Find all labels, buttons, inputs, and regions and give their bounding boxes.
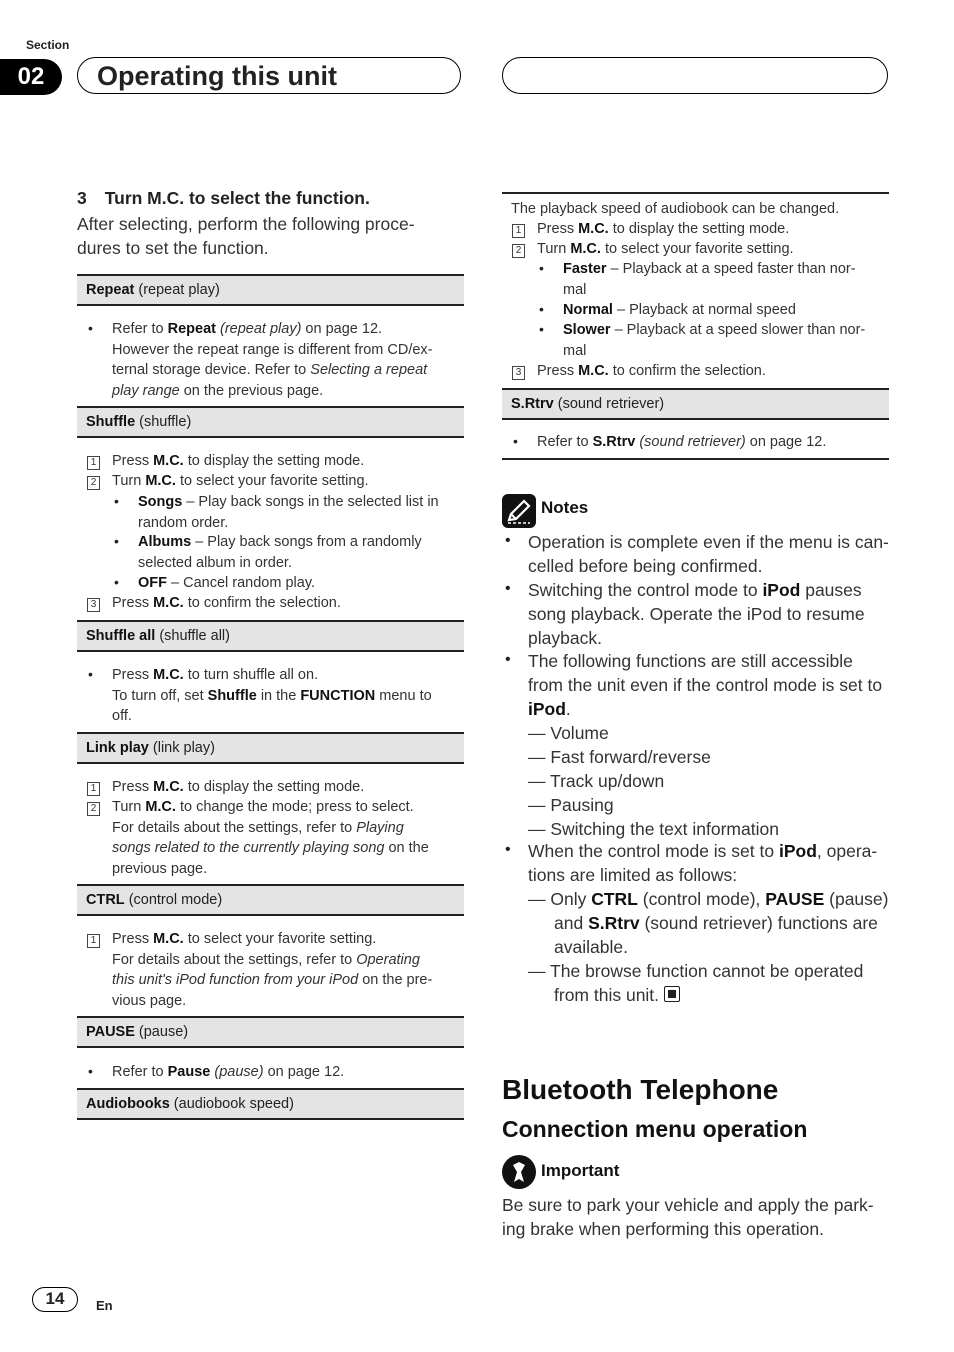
important-icon xyxy=(502,1155,536,1189)
notes-title: Notes xyxy=(541,498,589,517)
bullet-icon: • xyxy=(539,321,544,337)
srtrv-title: S.Rtrv xyxy=(511,396,554,412)
step-heading xyxy=(77,188,370,209)
audiobook-intro: The playback speed of audiobook can be changed. xyxy=(511,201,840,217)
step-number-icon: 3 xyxy=(87,598,100,612)
bullet-icon: • xyxy=(114,533,119,549)
note-1: Operation is complete even if the menu is can- celled before being confirmed. xyxy=(528,532,889,576)
step-intro xyxy=(77,212,415,260)
language-label: En xyxy=(96,1298,113,1313)
bullet-icon: • xyxy=(513,433,518,449)
link-play-header xyxy=(77,732,464,764)
important-title: Important xyxy=(541,1161,620,1180)
pause-title: PAUSE xyxy=(86,1024,135,1040)
ctrl-header xyxy=(77,884,464,916)
shuffle-header xyxy=(77,406,464,438)
text-line: However the repeat range is different from CD/ex- xyxy=(112,341,433,358)
bullet-icon: • xyxy=(505,651,511,668)
srtrv-subtitle: (sound retriever) xyxy=(553,396,665,412)
option-albums: Albums – Play back songs from a randomly selected album in order. xyxy=(138,534,422,571)
bullet-icon: • xyxy=(539,301,544,317)
text-line: play range on the previous page. xyxy=(112,382,324,399)
end-mark-icon xyxy=(664,986,680,1002)
audio-step-1: Press M.C. to display the setting mode. xyxy=(537,221,790,237)
audio-step-3: Press M.C. to confirm the selection. xyxy=(537,363,766,379)
link-play-subtitle: (link play) xyxy=(148,740,215,756)
intro-line: After selecting, perform the following proce- xyxy=(77,214,415,234)
page-title: Operating this unit xyxy=(77,57,461,94)
option-faster: Faster – Playback at a speed faster than nor- mal xyxy=(563,261,856,298)
bullet-icon: • xyxy=(114,493,119,509)
divider xyxy=(502,192,889,194)
step-number-icon: 3 xyxy=(512,366,525,380)
bullet-icon: • xyxy=(88,320,93,336)
bullet-icon: • xyxy=(505,532,511,549)
step-number-icon: 1 xyxy=(87,456,100,470)
bluetooth-heading: Bluetooth Telephone xyxy=(502,1074,779,1105)
option-off: OFF – Cancel random play. xyxy=(138,575,316,591)
section-number: 02 xyxy=(0,59,62,95)
ctrl-body: Press M.C. to select your favorite setting. For details about the settings, refer to Operating this unit's iPod function from your iPod on the pre- vious page. xyxy=(112,931,433,1009)
link-step-1: Press M.C. to display the setting mode. xyxy=(112,779,365,795)
audiobooks-title: Audiobooks xyxy=(86,1096,170,1112)
audio-step-2: Turn M.C. to select your favorite setting. xyxy=(537,241,794,257)
step-number-icon: 1 xyxy=(512,224,525,238)
bullet-icon: • xyxy=(88,1063,93,1079)
pause-subtitle: (pause) xyxy=(134,1024,189,1040)
bullet-icon: • xyxy=(505,841,511,858)
text-line: ternal storage device. Refer to Selecting a repeat xyxy=(112,362,428,378)
page-number: 14 xyxy=(32,1287,78,1312)
pause-header xyxy=(77,1016,464,1048)
srtrv-body: Refer to S.Rtrv (sound retriever) on page 12. xyxy=(537,434,827,450)
bullet-icon: • xyxy=(88,666,93,682)
step-number: 3 xyxy=(77,188,87,208)
shuffle-all-title: Shuffle all xyxy=(86,628,156,644)
step-number-icon: 2 xyxy=(87,476,100,490)
option-slower: Slower – Playback at a speed slower than nor- mal xyxy=(563,322,866,359)
shuffle-title: Shuffle xyxy=(86,414,136,430)
divider xyxy=(502,458,889,460)
ctrl-subtitle: (control mode) xyxy=(124,892,223,908)
shuffle-step-1: Press M.C. to display the setting mode. xyxy=(112,453,365,469)
pause-body: Refer to Pause (pause) on page 12. xyxy=(112,1064,345,1080)
step-number-icon: 1 xyxy=(87,934,100,948)
step-title: Turn M.C. to select the function. xyxy=(104,188,370,208)
shuffle-all-body: Press M.C. to turn shuffle all on. To turn off, set Shuffle in the FUNCTION menu to off. xyxy=(112,667,432,724)
step-number-icon: 2 xyxy=(512,244,525,258)
section-label: Section xyxy=(26,38,70,52)
note-2: Switching the control mode to iPod pauses song playback. Operate the iPod to resume playback. xyxy=(528,580,865,648)
text-line: Refer to Repeat (repeat play) on page 12. xyxy=(112,321,383,337)
shuffle-step-2: Turn M.C. to select your favorite setting. xyxy=(112,473,369,489)
shuffle-subtitle: (shuffle) xyxy=(135,414,192,430)
bullet-icon: • xyxy=(539,260,544,276)
link-play-title: Link play xyxy=(86,740,149,756)
note-3: The following functions are still accessible from the unit even if the control mode is set to iPod. — Volume — Fast forward/reverse — Track up/down — Pausing — Switching the text information xyxy=(528,651,883,839)
repeat-title: Repeat xyxy=(86,282,135,298)
bullet-icon: • xyxy=(114,574,119,590)
audiobooks-header xyxy=(77,1088,464,1120)
shuffle-all-header xyxy=(77,620,464,652)
header-blank-pill xyxy=(502,57,888,94)
repeat-subtitle: (repeat play) xyxy=(134,282,220,298)
shuffle-all-subtitle: (shuffle all) xyxy=(155,628,230,644)
ctrl-title: CTRL xyxy=(86,892,125,908)
connection-menu-heading: Connection menu operation xyxy=(502,1116,808,1142)
note-4: When the control mode is set to iPod, opera- tions are limited as follows: — Only CTRL (control mode), PAUSE (pause) and S.Rtrv (sound retriever) functions are available. — The browse function cannot be operated from this unit. xyxy=(528,841,889,1005)
repeat-header xyxy=(77,274,464,306)
srtrv-header xyxy=(502,388,889,420)
intro-line: dures to set the function. xyxy=(77,238,269,258)
link-step-2: Turn M.C. to change the mode; press to select. For details about the settings, refer to Playing songs related to the currently playing song on the previous page. xyxy=(112,799,429,877)
repeat-body xyxy=(112,319,433,401)
audiobooks-subtitle: (audiobook speed) xyxy=(169,1096,294,1112)
bullet-icon: • xyxy=(505,580,511,597)
option-normal: Normal – Playback at normal speed xyxy=(563,302,796,318)
step-number-icon: 1 xyxy=(87,782,100,796)
step-number-icon: 2 xyxy=(87,802,100,816)
notes-pencil-icon xyxy=(502,494,536,528)
shuffle-step-3: Press M.C. to confirm the selection. xyxy=(112,595,341,611)
option-songs: Songs – Play back songs in the selected list in random order. xyxy=(138,494,439,531)
important-body: Be sure to park your vehicle and apply the park- ing brake when performing this operation. xyxy=(502,1195,874,1239)
